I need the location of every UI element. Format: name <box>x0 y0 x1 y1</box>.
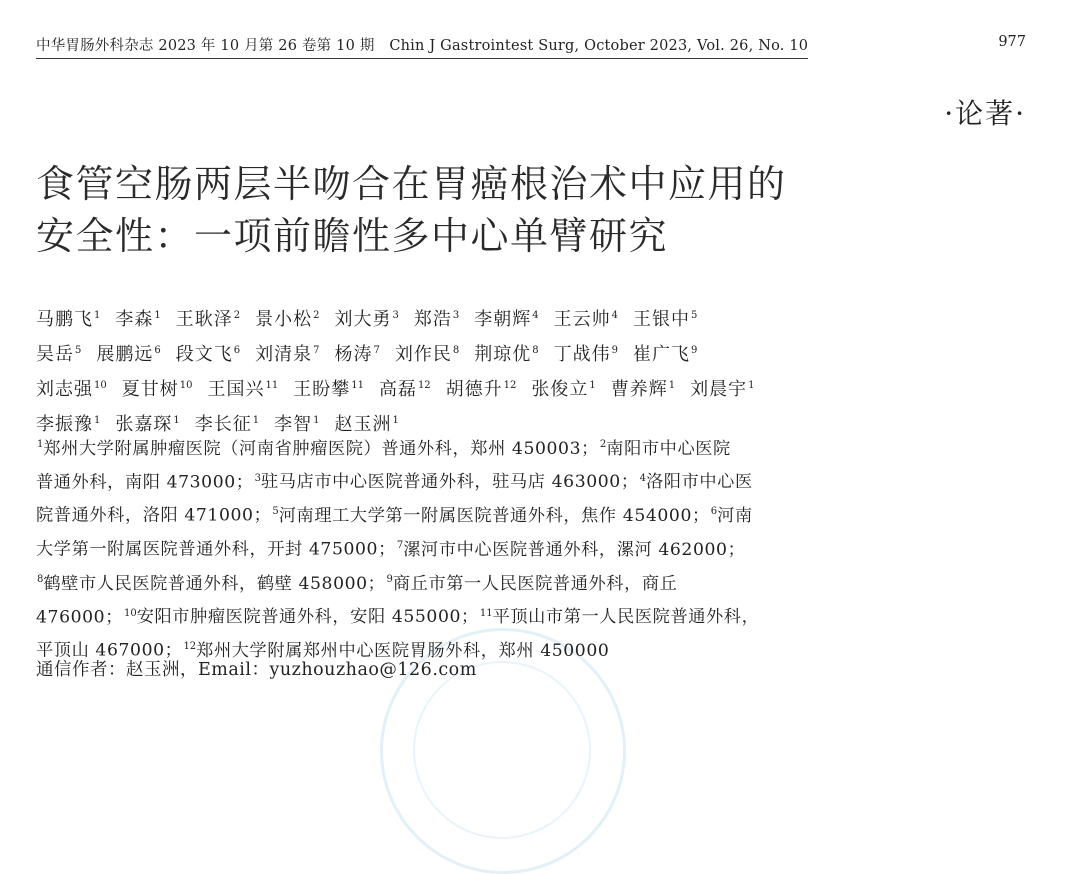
running-head <box>36 34 808 59</box>
corresponding-name: 赵玉洲 <box>126 660 180 680</box>
author-affiliation-marker: 6 <box>154 345 161 356</box>
author-affiliation-marker: 1 <box>313 415 320 426</box>
author-name: 崔广飞$^9$ <box>633 344 698 365</box>
affiliation-text: 河南 <box>717 506 753 527</box>
author-affiliation-marker: 11 <box>265 380 279 391</box>
author-name: 郑浩$^3$ <box>413 309 460 330</box>
affiliation-marker: 6 <box>710 506 718 518</box>
article-title <box>36 158 876 262</box>
author-name: 胡德升$^{12}$ <box>445 379 517 400</box>
author-name: 刘志强$^{10}$ <box>36 379 107 400</box>
author-name: 高磊$^{12}$ <box>378 379 431 400</box>
author-affiliation-marker: 1 <box>94 310 101 321</box>
affiliation-segment <box>599 439 731 459</box>
author-name: 张俊立$^1$ <box>531 379 596 400</box>
author-affiliation-marker: 10 <box>94 380 107 391</box>
affiliation-text: 商丘市第一人民医院普通外科，商丘 <box>392 573 678 594</box>
affiliation-text: 院普通外科，洛阳 471000； <box>36 506 272 527</box>
affiliation-line <box>36 565 836 599</box>
corresponding-author <box>36 656 477 681</box>
author-affiliation-marker: 12 <box>417 380 431 391</box>
affiliation-text: 漯河市中心医院普通外科，漯河 462000； <box>403 539 746 560</box>
corresponding-label: 通信作者： <box>36 660 126 680</box>
section-tag: ·论著· <box>944 97 1026 130</box>
affiliation-segment <box>254 472 639 492</box>
affiliation-text: 476000； <box>36 607 123 628</box>
author-affiliation-marker: 7 <box>313 345 320 356</box>
affiliation-line <box>36 599 836 633</box>
affiliation-text: 河南理工大学第一附属医院普通外科，焦作 454000； <box>278 506 710 527</box>
affiliation-marker: 8 <box>37 573 44 585</box>
affiliation-text: 安阳市肿瘤医院普通外科，安阳 455000； <box>136 607 479 628</box>
author-name: 刘作民$^8$ <box>394 344 460 365</box>
affiliation-segment <box>396 540 745 560</box>
author-affiliation-marker: 5 <box>691 310 698 321</box>
email-label: ，Email： <box>180 660 270 680</box>
affiliation-line <box>36 430 836 464</box>
author-affiliation-marker: 1 <box>94 415 101 426</box>
affiliation-line <box>36 531 836 565</box>
affiliation-segment <box>36 574 385 594</box>
author-line <box>36 335 856 370</box>
affiliation-text: 平顶山 467000； <box>36 641 183 662</box>
author-affiliation-marker: 5 <box>75 345 82 356</box>
affiliation-marker: 12 <box>183 641 197 653</box>
affiliation-text: 平顶山市第一人民医院普通外科， <box>492 607 760 628</box>
affiliation-marker: 2 <box>599 439 607 450</box>
author-name: 段文飞$^6$ <box>175 344 241 365</box>
title-line-1: 食管空肠两层半吻合在胃癌根治术中应用的 <box>36 162 787 206</box>
affiliation-segment <box>710 506 753 526</box>
affiliation-text: 普通外科，南阳 473000； <box>36 472 254 493</box>
author-name: 李朝辉$^4$ <box>474 309 539 330</box>
author-affiliation-marker: 11 <box>351 380 364 391</box>
author-name: 张嘉琛$^1$ <box>115 414 180 435</box>
author-name: 赵玉洲$^1$ <box>334 414 399 435</box>
affiliation-text: 大学第一附属医院普通外科，开封 475000； <box>36 539 396 560</box>
author-affiliation-marker: 6 <box>233 345 241 356</box>
author-name: 展鹏远$^6$ <box>96 344 161 365</box>
title-line-2: 安全性：一项前瞻性多中心单臂研究 <box>36 214 669 258</box>
author-affiliation-marker: 1 <box>589 380 596 391</box>
author-name: 刘清泉$^7$ <box>255 344 320 365</box>
affiliation-marker: 7 <box>396 540 404 552</box>
author-name: 丁战伟$^9$ <box>553 344 618 365</box>
affiliation-marker: 11 <box>479 607 493 619</box>
author-list <box>36 300 856 440</box>
affiliation-text: 郑州大学附属郑州中心医院胃肠外科，郑州 450000 <box>196 641 610 662</box>
author-line <box>36 370 856 405</box>
author-name: 王国兴$^{11}$ <box>207 379 279 400</box>
author-affiliation-marker: 2 <box>313 310 320 321</box>
affiliation-text: 洛阳市中心医 <box>646 472 753 493</box>
email-link[interactable]: yuzhouzhao@126.com <box>269 660 477 680</box>
author-affiliation-marker: 1 <box>154 310 161 321</box>
author-affiliation-marker: 3 <box>452 310 460 321</box>
affiliation-line <box>36 464 836 498</box>
affiliation-text: 鹤壁市人民医院普通外科，鹤壁 458000； <box>43 573 386 594</box>
affiliation-segment <box>271 506 709 526</box>
author-name: 刘晨宇$^1$ <box>690 379 755 400</box>
affiliation-segment <box>36 472 254 492</box>
affiliation-segment <box>123 607 479 627</box>
author-name: 王云帅$^4$ <box>553 309 618 330</box>
affiliation-text: 驻马店市中心医院普通外科，驻马店 463000； <box>260 472 639 493</box>
author-affiliation-marker: 10 <box>179 380 193 391</box>
author-line <box>36 300 856 335</box>
author-affiliation-marker: 1 <box>173 415 180 426</box>
author-name: 曹养辉$^1$ <box>610 379 676 400</box>
author-name: 王耿泽$^2$ <box>175 309 241 330</box>
author-affiliation-marker: 4 <box>532 310 539 321</box>
author-affiliation-marker: 8 <box>532 345 539 356</box>
affiliation-text: 南阳市中心医院 <box>606 438 731 459</box>
affiliation-marker: 4 <box>639 472 646 484</box>
affiliation-marker: 1 <box>37 439 44 450</box>
author-name: 王银中$^5$ <box>633 309 698 330</box>
author-affiliation-marker: 2 <box>233 310 241 321</box>
author-affiliation-marker: 1 <box>392 415 399 426</box>
author-affiliation-marker: 1 <box>748 380 755 391</box>
author-name: 李振豫$^1$ <box>36 414 101 435</box>
author-affiliation-marker: 7 <box>373 345 380 356</box>
affiliation-segment <box>385 574 677 594</box>
affiliation-list <box>36 430 836 666</box>
journal-name-cn: 中华胃肠外科杂志 2023 年 10 月第 26 卷第 10 期 <box>36 38 375 54</box>
affiliation-segment <box>36 506 271 526</box>
affiliation-line <box>36 497 836 531</box>
affiliation-segment <box>639 472 753 492</box>
affiliation-segment <box>36 607 123 627</box>
author-affiliation-marker: 8 <box>452 345 460 356</box>
affiliation-segment <box>36 540 396 560</box>
affiliation-marker: 10 <box>124 607 137 619</box>
author-name: 马鹏飞$^1$ <box>36 309 101 330</box>
author-name: 吴岳$^5$ <box>36 344 82 365</box>
page-number: 977 <box>998 34 1026 50</box>
affiliation-segment <box>479 607 760 627</box>
author-name: 李森$^1$ <box>115 309 161 330</box>
author-name: 杨涛$^7$ <box>334 344 380 365</box>
author-name: 王盼攀$^{11}$ <box>293 379 364 400</box>
author-name: 夏甘树$^{10}$ <box>121 379 193 400</box>
author-affiliation-marker: 1 <box>252 415 260 426</box>
author-name: 李长征$^1$ <box>194 414 260 435</box>
author-affiliation-marker: 1 <box>668 380 676 391</box>
affiliation-marker: 5 <box>272 506 279 518</box>
author-name: 李智$^1$ <box>274 414 320 435</box>
affiliation-marker: 9 <box>386 573 393 585</box>
author-name: 景小松$^2$ <box>255 309 320 330</box>
author-name: 刘大勇$^3$ <box>334 309 399 330</box>
affiliation-marker: 3 <box>254 472 261 484</box>
affiliation-text: 郑州大学附属肿瘤医院（河南省肿瘤医院）普通外科，郑州 450003； <box>43 438 599 459</box>
author-name: 荆琼优$^8$ <box>474 344 539 365</box>
author-affiliation-marker: 3 <box>392 310 399 321</box>
affiliation-segment <box>36 439 599 459</box>
author-affiliation-marker: 12 <box>503 380 517 391</box>
author-affiliation-marker: 9 <box>691 345 698 356</box>
author-affiliation-marker: 4 <box>611 310 618 321</box>
author-affiliation-marker: 9 <box>611 345 618 356</box>
journal-name-en: Chin J Gastrointest Surg, October 2023, Vol. 26, No. 10 <box>389 38 809 54</box>
